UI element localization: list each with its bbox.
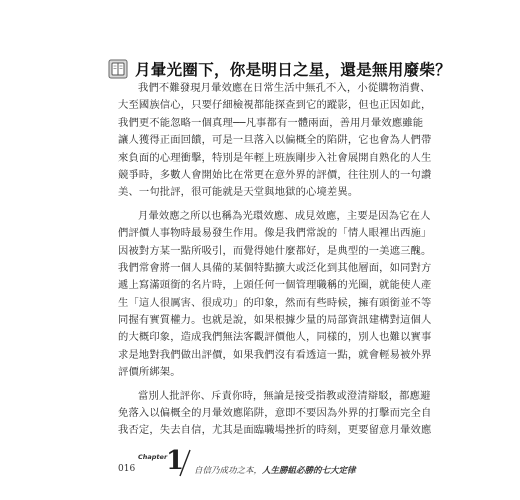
chapter-number: 1 — [166, 446, 185, 476]
text-line: 因被對方某一點所吸引，而覺得她什麼都好，是典型的一美遮三醜。 — [118, 244, 432, 257]
chapter-label: Chapter — [138, 453, 168, 461]
text-line: 同握有實質權力。也就是說，如果根據少量的局部資訊建構對這個人 — [118, 314, 432, 327]
text-line: 的大概印象，造成我們無法客觀評價他人，同樣的，別人也難以實事 — [118, 331, 432, 344]
text-line: 們評價人事物時最易發生作用。像是我們常說的「情人眼裡出西施」 — [118, 227, 432, 240]
chapter-title-main: 人生勝組必勝的七大定律 — [262, 466, 356, 476]
page-number: 016 — [118, 464, 136, 474]
paragraph — [118, 80, 434, 202]
text-line: 我們常會將一個人具備的某個特點擴大或泛化到其他層面，如同對方 — [118, 261, 432, 274]
paragraph — [118, 208, 434, 382]
paragraph — [118, 388, 434, 440]
text-line: 我們更不能忽略一個真理──凡事都有一體兩面，善用月暈效應雖能 — [118, 116, 424, 129]
text-line: 遞上寫滿頭銜的名片時，上頭任何一個管理職稱的光圈，就能使人產 — [118, 279, 432, 292]
text-line: 讓人獲得正面回饋，可是一旦落入以偏概全的陷阱，它也會為人們帶 — [118, 134, 432, 147]
text-line: 月暈效應之所以也稱為光環效應、成見效應，主要是因為它在人 — [138, 209, 431, 222]
text-line: 免落入以偏概全的月暈效應陷阱，意即不要因為外界的打擊而完全自 — [118, 407, 432, 420]
chapter-title — [194, 464, 356, 476]
page-footer — [118, 446, 418, 482]
chapter-title-prefix: 自信乃成功之本， — [194, 466, 263, 476]
text-line: 大至國族信心，只要仔細檢視都能探查到它的蹤影，但也正因如此， — [118, 99, 432, 112]
text-line: 求是地對我們做出評價，如果我們沒有看透這一點，就會輕易被外界 — [118, 348, 432, 361]
slash-divider — [178, 448, 192, 478]
section-heading — [108, 58, 452, 82]
text-line: 我們不難發現月暈效應在日常生活中無孔不入，小從購物消費、 — [138, 82, 431, 94]
text-line: 競爭時，多數人會開始比在常更在意外界的評價，往往別人的一句讚 — [118, 168, 432, 181]
text-line: 當別人批評你、斥責你時，無論是接受指教或澄清辯駁，都應避 — [138, 389, 431, 402]
text-line: 評價所綁架。 — [118, 366, 181, 379]
book-icon — [108, 59, 128, 79]
body-text — [118, 80, 434, 446]
section-title: 月暈光圈下，你是明日之星，還是無用廢柴？ — [135, 61, 452, 79]
text-line: 來負面的心理衝擊，特別是年輕上班族剛步入社會展開自熟化的人生 — [118, 151, 432, 164]
text-line: 我否定，失去自信，尤其是面臨職場挫折的時刻，更要留意月暈效應 — [118, 424, 432, 437]
text-line: 生「這人很厲害、很成功」的印象，然而有些時候，擁有頭銜並不等 — [118, 296, 432, 309]
text-line: 美、一句批評，很可能就是天堂與地獄的心境差異。 — [118, 186, 359, 199]
